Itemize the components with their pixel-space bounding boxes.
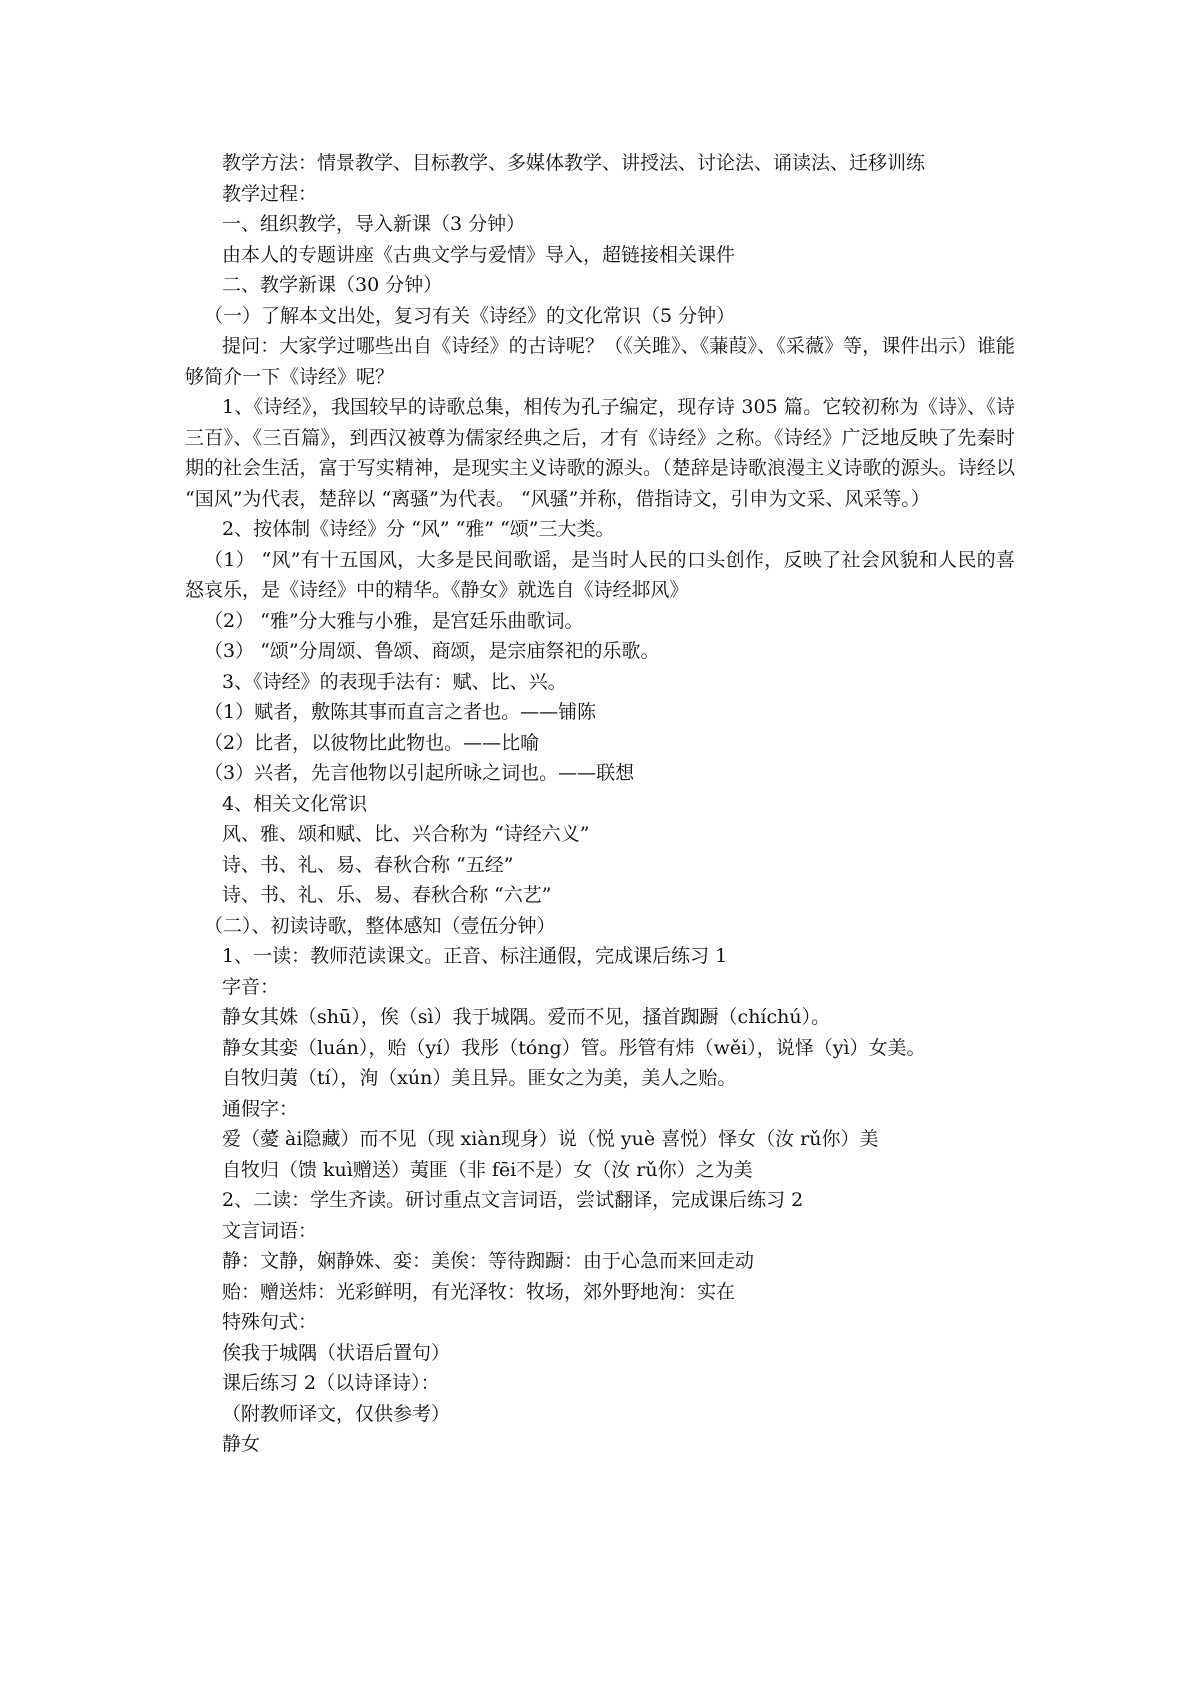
bi-line: （2）比者，以彼物比此物也。——比喻	[204, 731, 540, 754]
poem-line-2: 静女其娈（luán），贻（yí）我彤（tóng）管。彤管有炜（wěi），说怿（yì）女美。	[222, 1036, 926, 1059]
classical-words-line-2: 贻：赠送炜：光彩鲜明，有光泽牧：牧场，郊外野地洵：实在	[222, 1280, 736, 1303]
special-sentence-heading: 特殊句式：	[222, 1311, 318, 1333]
feng-paragraph: （1） “风”有十五国风，大多是民间歌谣，是当时人民的口头创作，反映了社会风貌和人民的喜怒哀乐，是《诗经》中的精华。《静女》就选自《诗经邶风》	[185, 548, 1015, 601]
document-body	[185, 148, 1015, 1460]
teaching-methods-line: 教学方法：情景教学、目标教学、多媒体教学、讲授法、讨论法、诵读法、迁移训练	[222, 152, 926, 174]
translation-note-line: （附教师译文，仅供参考）	[222, 1402, 451, 1425]
fu-line: （1）赋者，敷陈其事而直言之者也。——铺陈	[204, 701, 597, 723]
poem-title: 静女	[222, 1433, 261, 1455]
wujing-line: 诗、书、礼、易、春秋合称 “五经”	[222, 853, 514, 876]
shijing-categories-line: 2、按体制《诗经》分 “风” “雅” “颂”三大类。	[222, 518, 615, 540]
subsection-two-heading: （二）、初读诗歌，整体感知（壹伍分钟）	[204, 914, 556, 937]
poem-line-1: 静女其姝（shū），俟（sì）我于城隅。爱而不见，搔首踟蹰（chíchú）。	[222, 1006, 831, 1028]
classical-words-heading: 文言词语：	[222, 1219, 318, 1242]
subsection-one-heading: （一）了解本文出处，复习有关《诗经》的文化常识（5 分钟）	[204, 304, 736, 327]
tongjia-heading: 通假字：	[222, 1097, 299, 1120]
classical-words-line-1: 静：文静，娴静姝、娈：美俟：等待踟蹰：由于心急而来回走动	[222, 1250, 755, 1272]
song-line: （3） “颂”分周颂、鲁颂、商颂，是宗庙祭祀的乐歌。	[204, 640, 660, 662]
tongjia-line-2: 自牧归（馈 kuì赠送）荑匪（非 fēi不是）女（汝 rǔ你）之为美	[222, 1158, 753, 1181]
xing-line: （3）兴者，先言他物以引起所咏之词也。——联想	[204, 762, 635, 784]
exercise-two-line: 课后练习 2（以诗译诗）：	[222, 1372, 440, 1394]
shijing-intro-paragraph: 1、《诗经》，我国较早的诗歌总集，相传为孔子编定，现存诗 305 篇。它较初称为《诗》、《诗三百》、《三百篇》，到西汉被尊为儒家经典之后，才有《诗经》之称。《诗经》广泛地反映了先秦时期的社会生活，富于写实精神，是现实主义诗歌的源头。（楚辞是诗歌浪漫主义诗歌的源头。诗经以 “国风”为代表，楚辞以 “离骚”为代表。 “风骚”并称，借指诗文，引申为文采、风采等。）	[185, 396, 1015, 510]
question-paragraph: 提问：大家学过哪些出自《诗经》的古诗呢？（《关雎》、《蒹葭》、《采薇》等，课件出示）谁能够简介一下《诗经》呢？	[185, 335, 1015, 388]
teaching-process-heading: 教学过程：	[222, 182, 318, 205]
ya-line: （2） “雅”分大雅与小雅，是宫廷乐曲歌词。	[204, 609, 584, 632]
section-one-heading: 一、组织教学，导入新课（3 分钟）	[222, 213, 526, 235]
techniques-line: 3、《诗经》的表现手法有：赋、比、兴。	[222, 670, 567, 693]
section-two-heading: 二、教学新课（30 分钟）	[222, 274, 443, 296]
second-reading-line: 2、二读：学生齐读。研讨重点文言词语，尝试翻译，完成课后练习 2	[222, 1189, 804, 1211]
special-sentence-line: 俟我于城隅（状语后置句）	[222, 1341, 451, 1364]
liuyi-arts-line: 诗、书、礼、乐、易、春秋合称 “六艺”	[222, 884, 552, 906]
poem-line-3: 自牧归荑（tí），洵（xún）美且异。匪女之为美，美人之贻。	[222, 1067, 737, 1089]
intro-line: 由本人的专题讲座《古典文学与爱情》导入，超链接相关课件	[222, 243, 736, 266]
culture-knowledge-heading: 4、相关文化常识	[222, 792, 368, 815]
tongjia-line-1: 爱（薆 ài隐藏）而不见（现 xiàn现身）说（悦 yuè 喜悦）怿女（汝 rǔ你）美	[222, 1128, 879, 1150]
first-reading-line: 1、一读：教师范读课文。正音、标注通假，完成课后练习 1	[222, 945, 728, 967]
pronunciation-heading: 字音：	[222, 975, 280, 998]
liuyi-line: 风、雅、颂和赋、比、兴合称为 “诗经六义”	[222, 823, 590, 845]
